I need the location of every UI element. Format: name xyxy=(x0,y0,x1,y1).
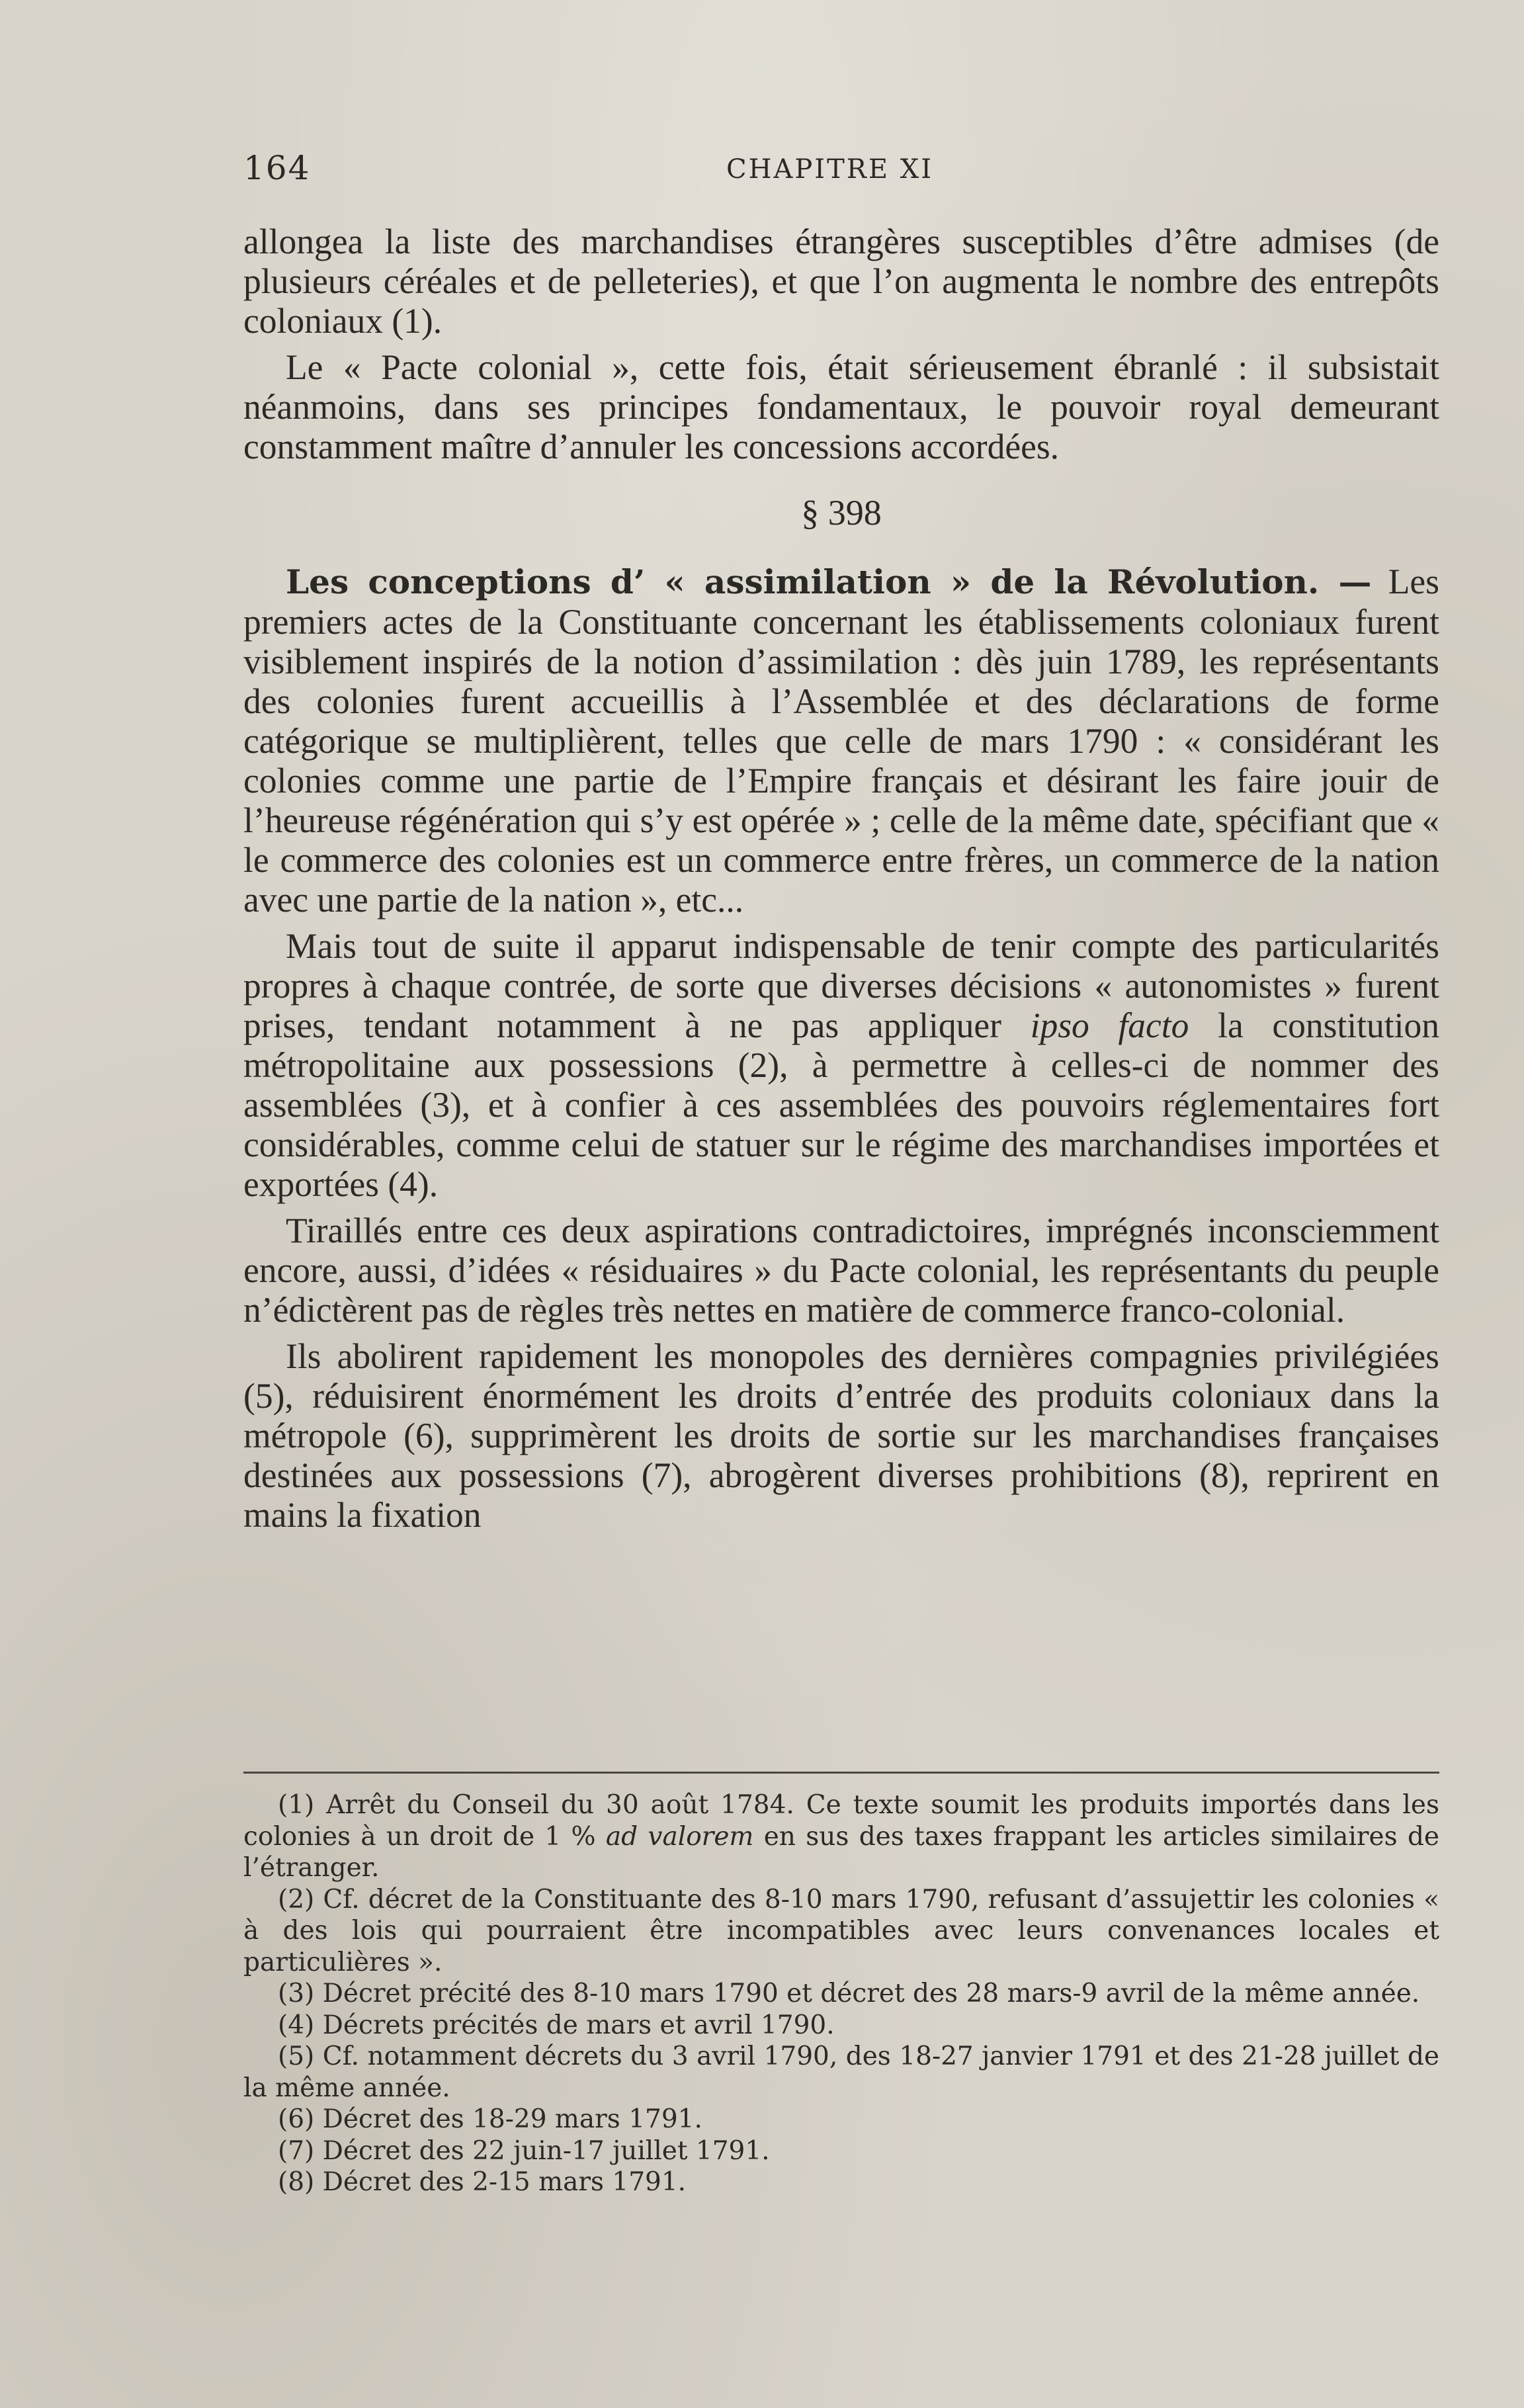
footnote-text: (1) Arrêt du Conseil du 30 août 1784. Ce texte soumit les produits importés dans les colonies à un droit de 1 % xyxy=(243,1790,1439,1852)
running-head xyxy=(243,149,1439,189)
footnote: (8) Décret des 2-15 mars 1791. xyxy=(278,2167,687,2197)
footnote xyxy=(243,1789,1439,1884)
paragraph: Ils abolirent rapidement les monopoles des dernières compagnies privilégiées (5), réduisirent énormément les droits d’entrée des produits coloniaux dans la métropole (6), supprimèrent les droits de sortie sur les marchandises françaises destinées aux possessions (7), abrogèrent diverses prohibitions (8), reprirent en mains la fixation xyxy=(243,1336,1439,1535)
paragraph: Le « Pacte colonial », cette fois, était sérieusement ébranlé : il subsistait néanmoins, dans ses principes fondamentaux, le pouvoir royal demeurant constamment maître d’annuler les concessions accordées. xyxy=(243,347,1439,466)
paragraph xyxy=(243,562,1439,920)
section-heading: Les conceptions d’ « assimilation » de la Révolution. — xyxy=(286,562,1372,601)
footnote: (3) Décret précité des 8-10 mars 1790 et décret des 28 mars-9 avril de la même année. xyxy=(278,1979,1420,2008)
paragraph-text: Mais tout de suite il apparut indispensable de tenir compte des particularités propres à chaque contrée, de sorte que diverses décisions « autonomistes » furent prises, tendant notamment à ne pas appliquer xyxy=(243,926,1439,1045)
main-text xyxy=(243,222,1439,1541)
footnote: (6) Décret des 18-29 mars 1791. xyxy=(278,2104,702,2134)
italic-phrase: ad valorem xyxy=(605,1821,754,1852)
footnote-divider xyxy=(243,1772,1439,1774)
paragraph-text: Les premiers actes de la Constituante concernant les établissements coloniaux furent visiblement inspirés de la notion d’assimilation : dès juin 1789, les représentants des colonies furent accueillis à l’Assemblée et des déclarations de forme catégorique se multiplièrent, telles que celle de mars 1790 : « considérant les colonies comme une partie de l’Empire français et désirant les faire jouir de l’heureuse régénération qui s’y est opérée » ; celle de la même date, spécifiant que « le commerce des colonies est un commerce entre frères, un commerce de la nation avec une partie de la nation », etc... xyxy=(243,562,1439,920)
footnote-text: en sus des taxes frappant les articles similaires de l’étranger. xyxy=(243,1821,1439,1883)
paragraph-text: la constitution métropolitaine aux possessions (2), à permettre à celles-ci de nommer des assemblées (3), et à confier à ces assemblées des pouvoirs réglementaires fort considérables, comme celui de statuer sur le régime des marchandises importées et exportées (4). xyxy=(243,1006,1439,1204)
footnote: (4) Décrets précités de mars et avril 1790. xyxy=(278,2010,835,2040)
paragraph xyxy=(243,926,1439,1204)
italic-phrase: ipso facto xyxy=(1030,1006,1189,1045)
paragraph: allongea la liste des marchandises étrangères susceptibles d’être admises (de plusieurs céréales et de pelleteries), et que l’on augmenta le nombre des entrepôts coloniaux (1). xyxy=(243,222,1439,341)
paragraph: Tiraillés entre ces deux aspirations contradictoires, imprégnés inconsciemment encore, aussi, d’idées « résiduaires » du Pacte colonial, les représentants du peuple n’édictèrent pas de règles très nettes en matière de commerce franco-colonial. xyxy=(243,1211,1439,1330)
footnote: (7) Décret des 22 juin-17 juillet 1791. xyxy=(278,2135,770,2166)
chapter-title: CHAPITRE XI xyxy=(726,154,934,185)
footnote: (2) Cf. décret de la Constituante des 8-10 mars 1790, refusant d’assujettir les colonies « à des lois qui pourraient être incompatibles avec leurs convenances locales et particulières ». xyxy=(243,1884,1439,1977)
section-number: § 398 xyxy=(801,493,882,533)
page-number: 164 xyxy=(243,149,311,187)
footnote: (5) Cf. notamment décrets du 3 avril 1790, des 18-27 janvier 1791 et des 21-28 juillet de la même année. xyxy=(243,2042,1439,2103)
footnotes xyxy=(243,1789,1439,2198)
